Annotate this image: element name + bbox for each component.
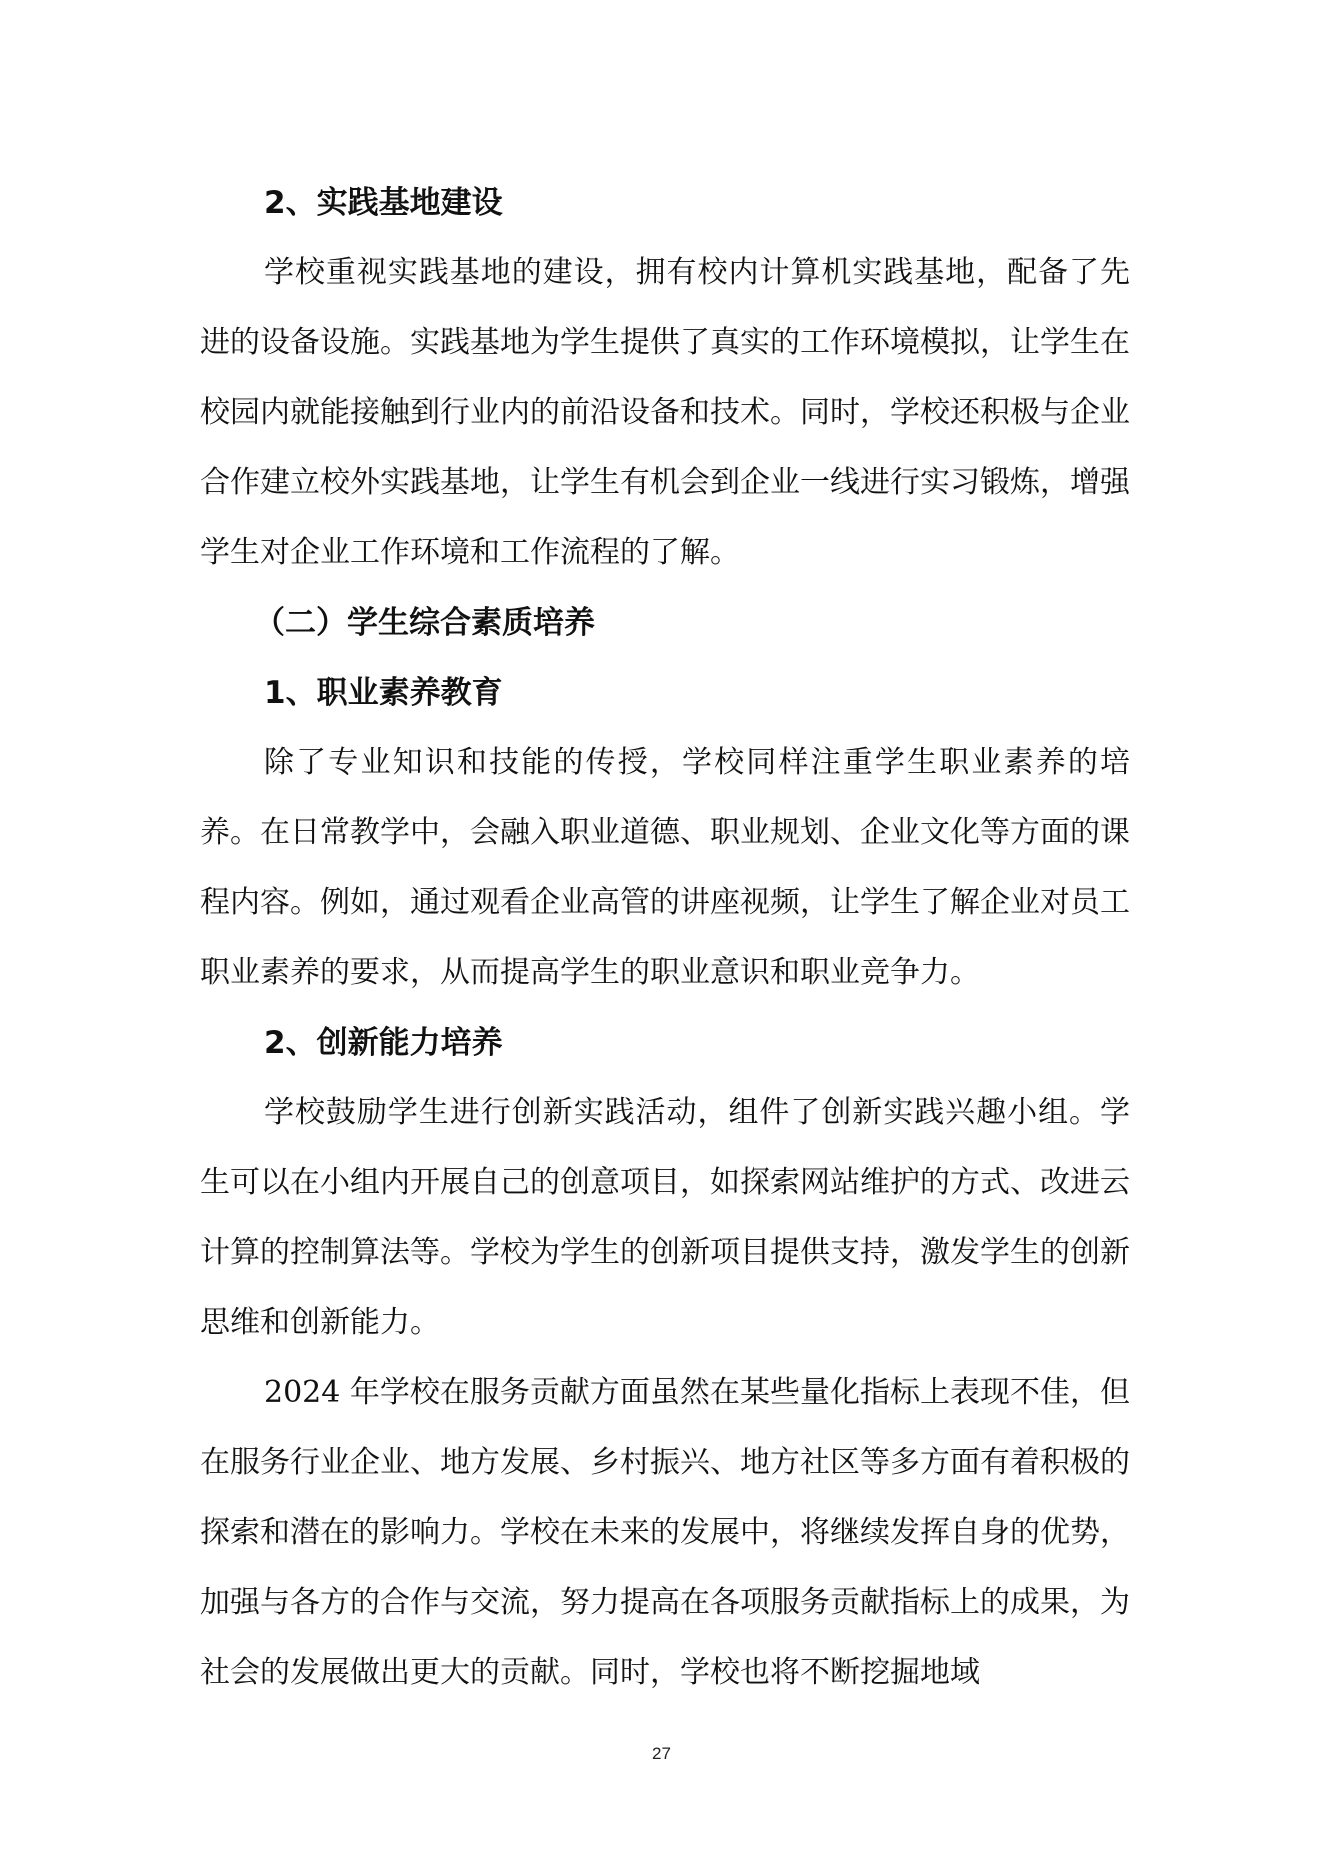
heading-practice-base: 2、实践基地建设 xyxy=(264,185,503,221)
section-heading-student-quality: （二）学生综合素质培养 xyxy=(254,605,595,641)
page-content xyxy=(200,168,1130,1708)
page-number: 27 xyxy=(652,1744,671,1763)
heading-innovation: 2、创新能力培养 xyxy=(264,1025,503,1061)
paragraph-professional-education: 除了专业知识和技能的传授，学校同样注重学生职业素养的培养。在日常教学中，会融入职业道德、职业规划、企业文化等方面的课程内容。例如，通过观看企业高管的讲座视频，让学生了解企业对员工职业素养的要求，从而提高学生的职业意识和职业竞争力。 xyxy=(200,745,1130,990)
paragraph-innovation: 学校鼓励学生进行创新实践活动，组件了创新实践兴趣小组。学生可以在小组内开展自己的创意项目，如探索网站维护的方式、改进云计算的控制算法等。学校为学生的创新项目提供支持，激发学生的创新思维和创新能力。 xyxy=(200,1095,1130,1340)
paragraph-service-contribution: 2024 年学校在服务贡献方面虽然在某些量化指标上表现不佳，但在服务行业企业、地方发展、乡村振兴、地方社区等多方面有着积极的探索和潜在的影响力。学校在未来的发展中，将继续发挥自身的优势，加强与各方的合作与交流，努力提高在各项服务贡献指标上的成果，为社会的发展做出更大的贡献。同时，学校也将不断挖掘地域 xyxy=(200,1375,1130,1690)
paragraph-practice-base: 学校重视实践基地的建设，拥有校内计算机实践基地，配备了先进的设备设施。实践基地为学生提供了真实的工作环境模拟，让学生在校园内就能接触到行业内的前沿设备和技术。同时，学校还积极与企业合作建立校外实践基地，让学生有机会到企业一线进行实习锻炼，增强学生对企业工作环境和工作流程的了解。 xyxy=(200,255,1130,570)
heading-professional-education: 1、职业素养教育 xyxy=(264,675,503,711)
